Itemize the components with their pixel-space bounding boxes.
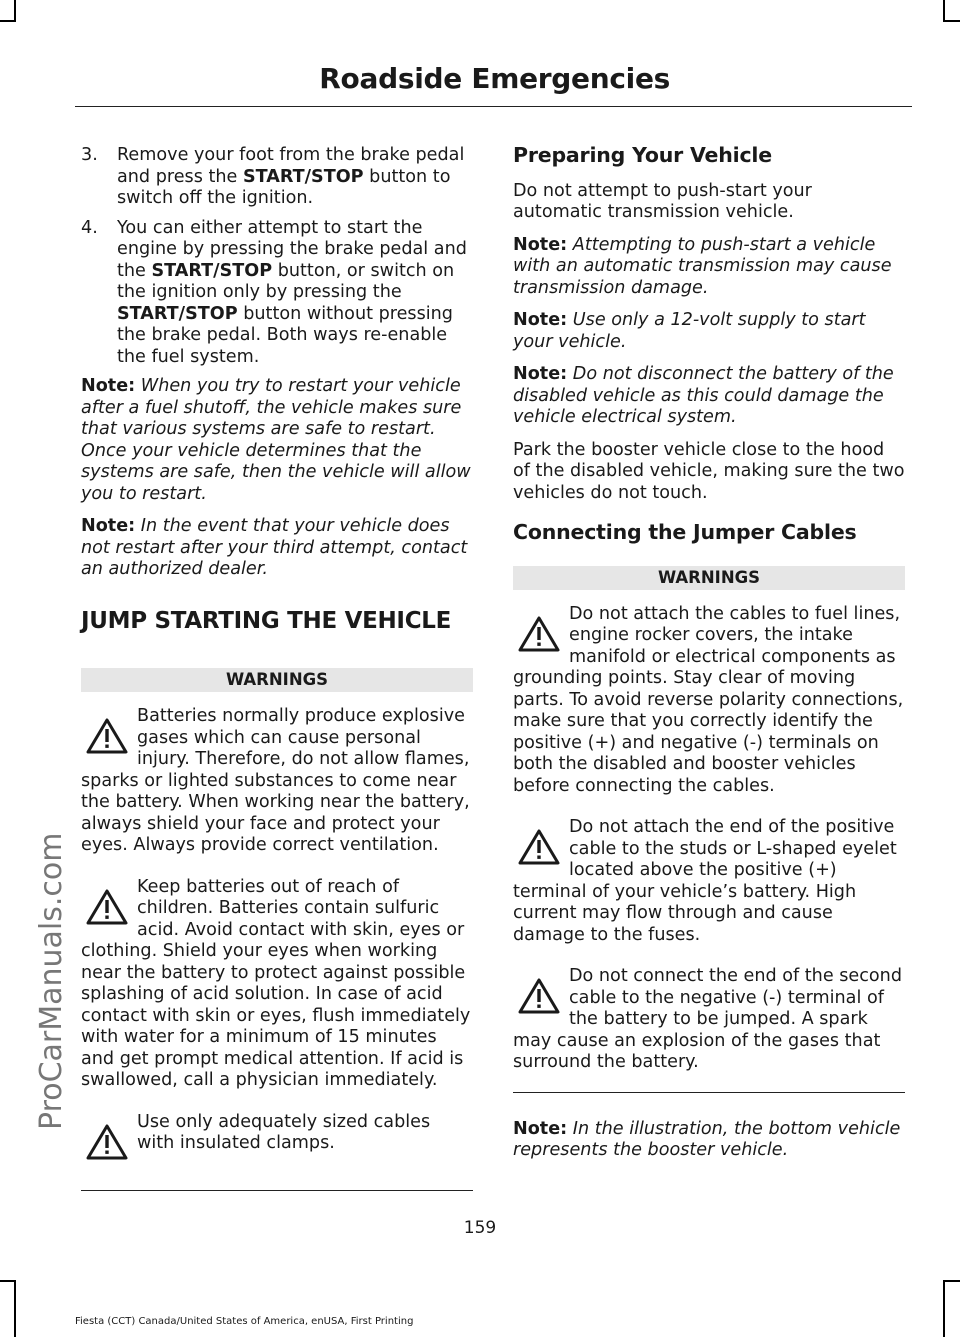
- warning-item: [513, 817, 905, 946]
- warning-item: [81, 706, 473, 857]
- warning-item: [513, 966, 905, 1074]
- subsection-title: Connecting the Jumper Cables: [513, 520, 857, 544]
- crop-mark: [943, 1280, 945, 1337]
- list-text: You can either attempt to start the engine by pressing the brake pedal and the START/STOP button, or switch on the ignition only by pressing the START/STOP button without pressing the brake pedal. Both ways re-enable the fuel system.: [117, 217, 467, 367]
- warnings-heading: WARNINGS: [81, 668, 473, 692]
- note: Note: In the event that your vehicle does not restart after your third attempt, contact an authorized dealer.: [81, 516, 468, 579]
- paragraph: Park the booster vehicle close to the hood of the disabled vehicle, making sure the two vehicles do not touch.: [513, 439, 905, 503]
- warning-text: Batteries normally produce explosive gases which can cause personal injury. Therefore, do not allow flames, sparks or lighted substances to come near the battery. When working near the battery, always shield your face and protect your eyes. Always provide correct ventilation.: [81, 706, 470, 855]
- page-number: 159: [463, 1218, 497, 1238]
- crop-mark: [0, 1280, 16, 1282]
- note: Note: Do not disconnect the battery of the disabled vehicle as this could damage the vehicle electrical system.: [513, 364, 894, 427]
- crop-mark: [14, 0, 16, 22]
- crop-mark: [14, 1280, 16, 1337]
- warning-text: Use only adequately sized cables with insulated clamps.: [137, 1111, 431, 1153]
- warning-item: [513, 604, 905, 798]
- warnings-divider: [81, 1190, 473, 1191]
- note: Note: When you try to restart your vehicle after a fuel shutoff, the vehicle makes sure that various systems are safe to restart. Once your vehicle determines that the systems are safe, then the vehicle will allow you to restart.: [81, 376, 471, 504]
- warnings-heading: WARNINGS: [513, 566, 905, 590]
- list-item: [81, 218, 473, 369]
- warning-triangle-icon: [513, 972, 565, 1024]
- subsection-title: Preparing Your Vehicle: [513, 143, 772, 167]
- warning-item: [81, 877, 473, 1092]
- warnings-divider: [513, 1092, 905, 1093]
- warning-item: [81, 1112, 473, 1172]
- warning-text: Do not attach the end of the positive cable to the studs or L-shaped eyelet located above the positive (+) terminal of your vehicle’s battery. High current may flow through and cause damage to the fuses.: [513, 817, 897, 945]
- crop-mark: [943, 0, 945, 22]
- list-text: Remove your foot from the brake pedal and press the START/STOP button to switch off the ignition.: [117, 145, 465, 208]
- section-title: JUMP STARTING THE VEHICLE: [81, 607, 452, 634]
- note: Note: In the illustration, the bottom vehicle represents the booster vehicle.: [513, 1118, 901, 1160]
- warning-triangle-icon: [81, 1118, 133, 1170]
- header-divider: [75, 106, 912, 107]
- crop-mark: [944, 20, 960, 22]
- paragraph: Do not attempt to push-start your automatic transmission vehicle.: [513, 180, 812, 222]
- crop-mark: [944, 1280, 960, 1282]
- warning-triangle-icon: [513, 610, 565, 662]
- watermark: ProCarManuals.com: [34, 832, 69, 1130]
- crop-mark: [0, 20, 16, 22]
- warning-text: Do not connect the end of the second cable to the negative (-) terminal of the battery to be jumped. A spark may cause an explosion of the gases that surround the battery.: [513, 966, 903, 1072]
- right-column: [513, 145, 905, 1173]
- list-number: 4.: [81, 217, 98, 238]
- warning-text: Keep batteries out of reach of children. Batteries contain sulfuric acid. Avoid contact with skin, eyes or clothing. Shield your eyes when working near the battery to protect against possible splashing of acid solution. In case of acid contact with skin or eyes, flush immediately with water for a minimum of 15 minutes and get prompt medical attention. If acid is swallowed, call a physician immediately.: [81, 876, 471, 1090]
- warning-triangle-icon: [81, 883, 133, 935]
- note: Note: Attempting to push-start a vehicle with an automatic transmission may cause transmission damage.: [513, 234, 892, 298]
- warning-text: Do not attach the cables to fuel lines, engine rocker covers, the intake manifold or electrical components as grounding points. Stay clear of moving parts. To avoid reverse polarity connections, make sure that you correctly identify the positive (+) and negative (-) terminals on both the disabled and booster vehicles before connecting the cables.: [513, 603, 904, 796]
- warning-triangle-icon: [513, 823, 565, 875]
- note: Note: Use only a 12-volt supply to start your vehicle.: [513, 310, 866, 352]
- footer-meta: Fiesta (CCT) Canada/United States of America, enUSA, First Printing: [75, 1316, 414, 1327]
- list-item: [81, 145, 473, 210]
- list-number: 3.: [81, 145, 98, 165]
- left-column: [81, 145, 473, 1191]
- warning-triangle-icon: [81, 712, 133, 764]
- page-title: Roadside Emergencies: [319, 62, 670, 95]
